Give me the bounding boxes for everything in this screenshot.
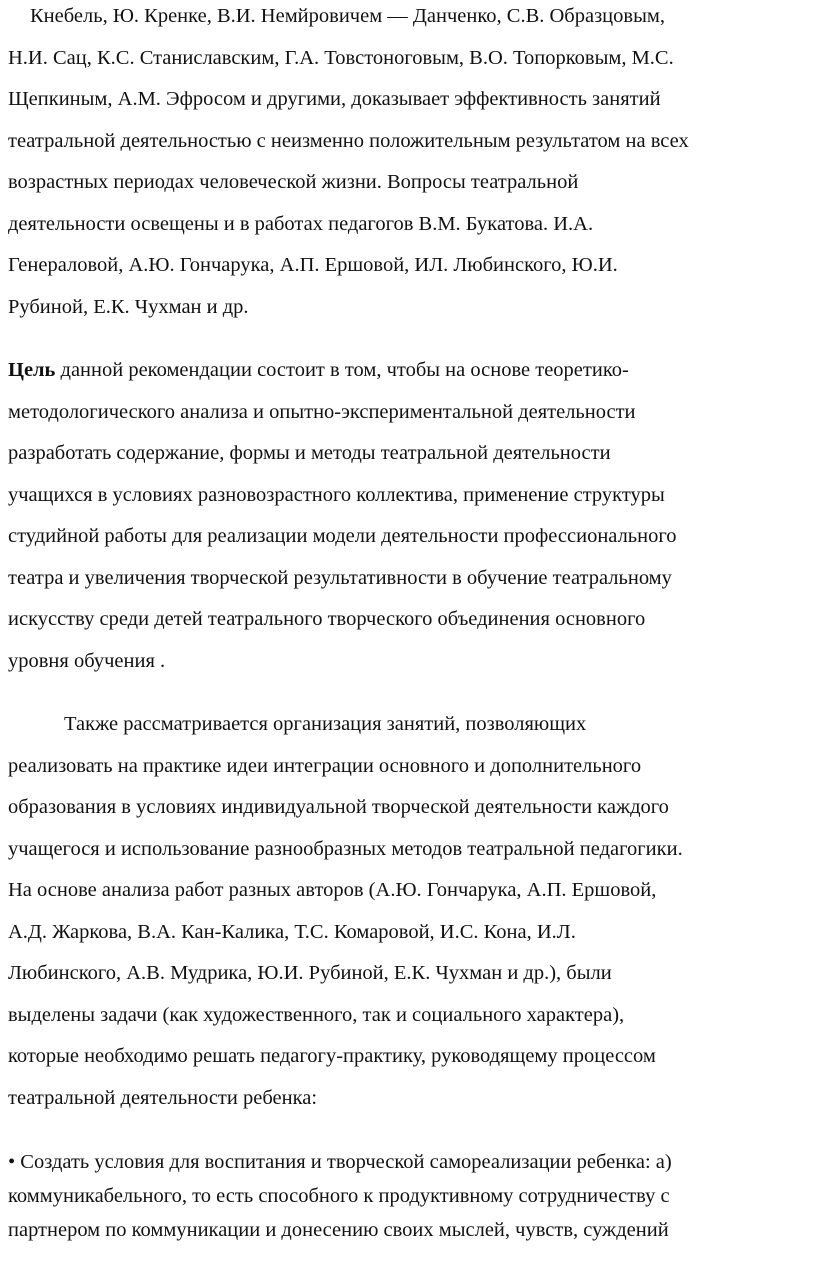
text-line: На основе анализа работ разных авторов (А.Ю. Гончарука, А.П. Ершовой,: [8, 879, 657, 901]
text-line: А.Д. Жаркова, В.А. Кан-Калика, Т.С. Комаровой, И.С. Кона, И.Л.: [8, 921, 576, 943]
text-line: разработать содержание, формы и методы театральной деятельности: [8, 442, 611, 464]
text-line: театральной деятельностью с неизменно положительным результатом на всех: [8, 130, 689, 152]
text-line: которые необходимо решать педагогу-практику, руководящему процессом: [8, 1045, 656, 1067]
text-line: театра и увеличения творческой результативности в обучение театральному: [8, 567, 672, 589]
text-line: партнером по коммуникации и донесению своих мыслей, чувств, суждений: [8, 1219, 669, 1241]
text-line: уровня обучения .: [8, 650, 166, 672]
text-line: Кнебель, Ю. Кренке, В.И. Немйровичем — Данченко, С.В. Образцовым,: [30, 5, 665, 27]
text-line: методологического анализа и опытно-экспериментальной деятельности: [8, 401, 636, 423]
text-line: Генераловой, А.Ю. Гончарука, А.П. Ершовой, ИЛ. Любинского, Ю.И.: [8, 254, 618, 276]
text-line: образования в условиях индивидуальной творческой деятельности каждого: [8, 796, 669, 818]
text-line: учащегося и использование разнообразных методов театральной педагогики.: [8, 838, 683, 860]
text-line: [8, 358, 629, 382]
text-line: Н.И. Сац, К.С. Станиславским, Г.А. Товстоноговым, В.О. Топорковым, М.С.: [8, 47, 674, 69]
text-line: возрастных периодах человеческой жизни. Вопросы театральной: [8, 171, 579, 193]
text-line: Также рассматривается организация занятий, позволяющих: [64, 713, 587, 735]
text-line: коммуникабельного, то есть способного к продуктивному сотрудничеству с: [8, 1185, 670, 1207]
text-line: учащихся в условиях разновозрастного коллектива, применение структуры: [8, 484, 665, 506]
text-line: • Создать условия для воспитания и творческой самореализации ребенка: а): [8, 1151, 672, 1173]
text-line: Щепкиным, А.М. Эфросом и другими, доказывает эффективность занятий: [8, 88, 661, 110]
text-line: реализовать на практике идеи интеграции основного и дополнительного: [8, 755, 642, 777]
goal-text: данной рекомендации состоит в том, чтобы на основе теоретико-: [55, 359, 629, 381]
text-line: театральной деятельности ребенка:: [8, 1087, 318, 1109]
text-line: выделены задачи (как художественного, так и социального характера),: [8, 1004, 625, 1026]
text-line: Любинского, А.В. Мудрика, Ю.И. Рубиной, Е.К. Чухман и др.), были: [8, 962, 612, 984]
text-line: Рубиной, Е.К. Чухман и др.: [8, 296, 249, 318]
text-line: деятельности освещены и в работах педагогов В.М. Букатова. И.А.: [8, 213, 594, 235]
text-line: искусству среди детей театрального творческого объединения основного: [8, 608, 646, 630]
text-line: студийной работы для реализации модели деятельности профессионального: [8, 525, 677, 547]
goal-label: Цель: [8, 359, 56, 381]
